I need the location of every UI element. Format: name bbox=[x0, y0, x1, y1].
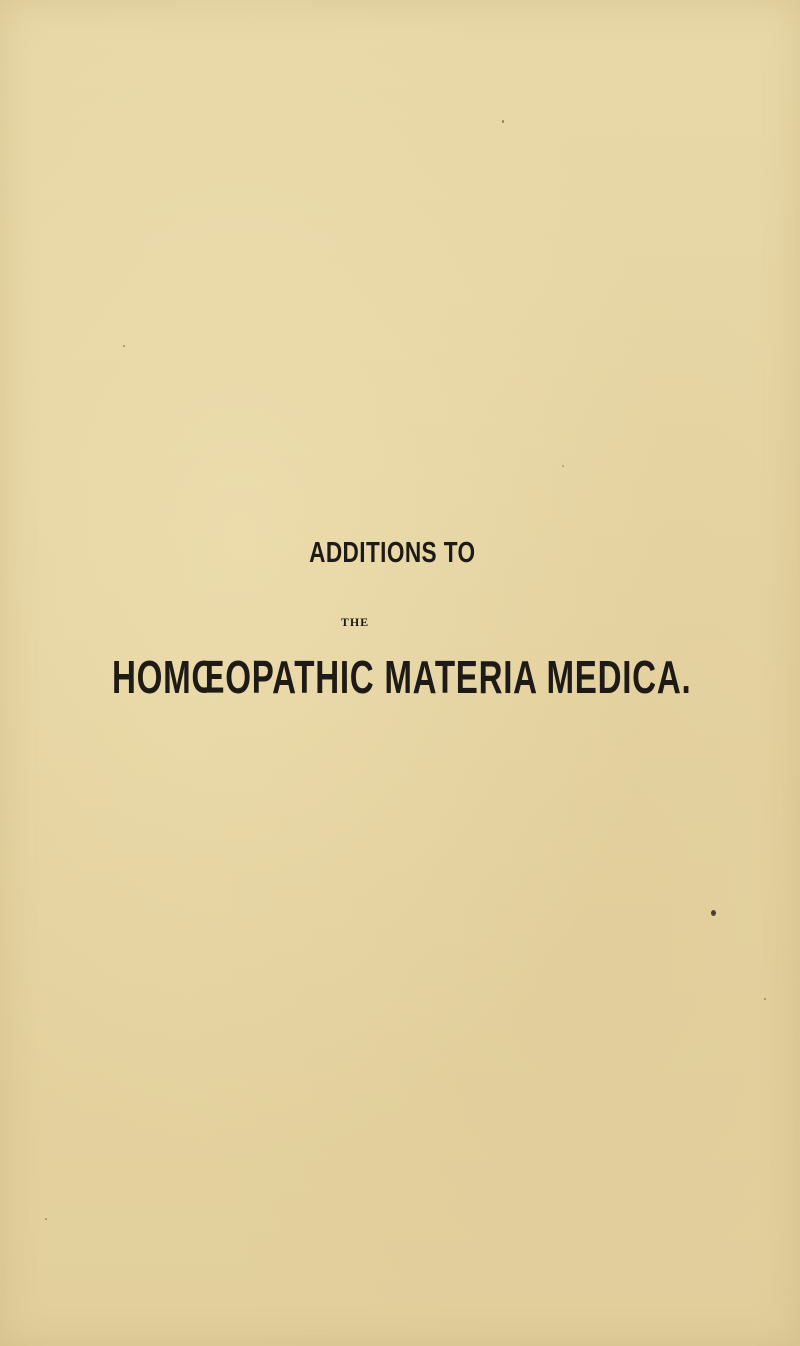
paper-speck bbox=[562, 465, 564, 467]
paper-speck bbox=[711, 910, 716, 916]
paper-speck bbox=[45, 1218, 47, 1220]
paper-speck bbox=[502, 120, 504, 123]
heading-the: THE bbox=[340, 615, 370, 629]
paper-speck bbox=[123, 345, 125, 347]
main-title: HOMŒOPATHIC MATERIA MEDICA. bbox=[112, 651, 692, 703]
heading-additions-to: ADDITIONS TO bbox=[309, 537, 476, 569]
paper-speck bbox=[764, 998, 766, 1000]
